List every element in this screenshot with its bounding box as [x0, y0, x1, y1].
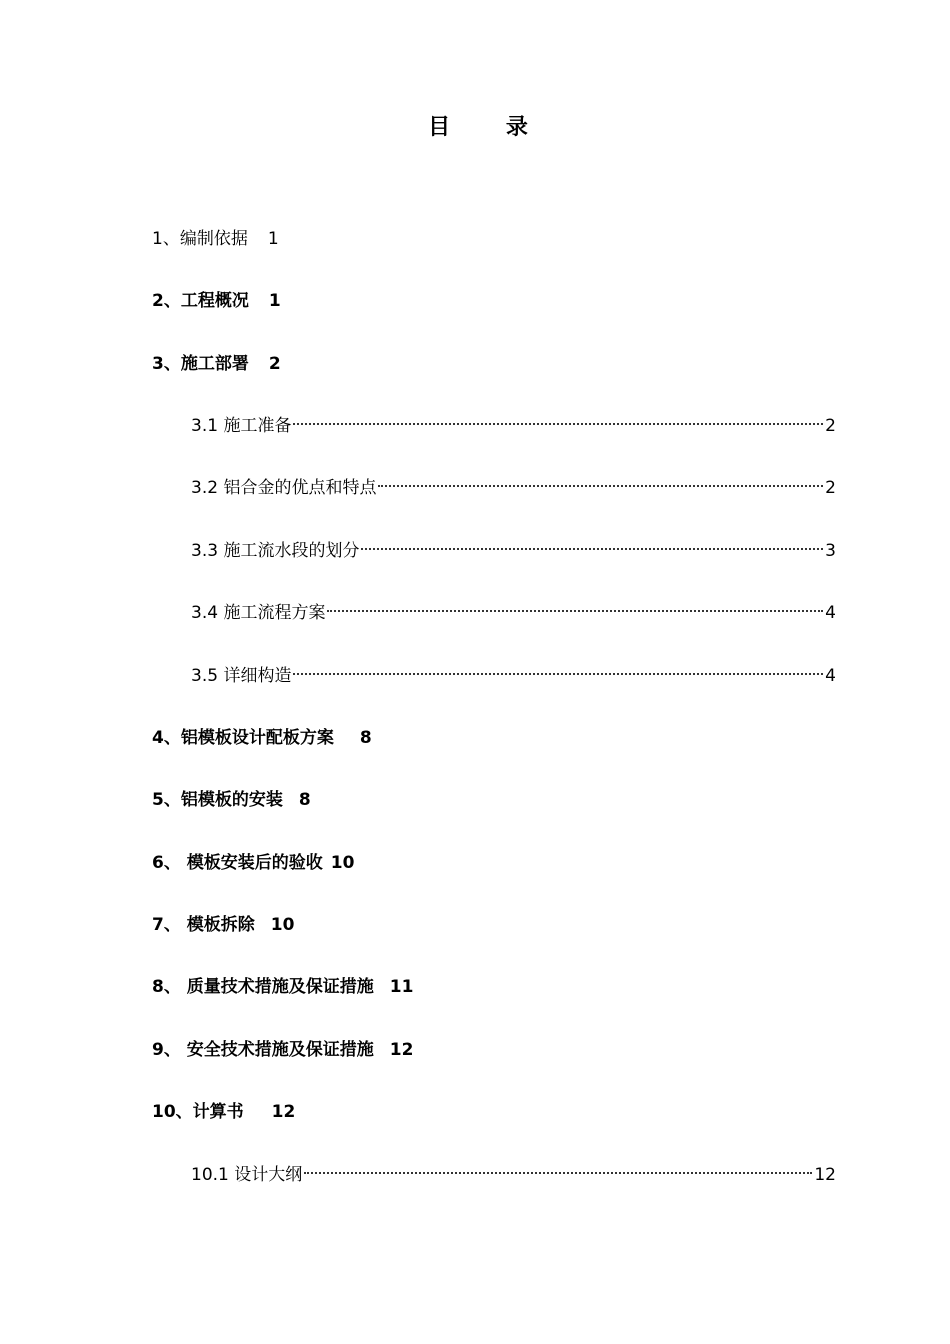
- toc-entry-2[interactable]: [152, 286, 281, 316]
- toc-entry-label: 3.3 施工流水段的划分: [191, 541, 360, 561]
- toc-entry-8[interactable]: [152, 972, 413, 1002]
- toc-entry-page: 10: [330, 853, 355, 873]
- dot-leader: [293, 423, 823, 425]
- toc-entry-label: 7、 模板拆除: [152, 915, 255, 935]
- toc-entry-label: 3.4 施工流程方案: [191, 603, 326, 623]
- toc-title: 目 录: [428, 115, 552, 140]
- dot-leader: [378, 485, 823, 487]
- toc-entry-page: 2: [825, 478, 836, 498]
- toc-entry-page: 2: [268, 354, 281, 374]
- toc-entry-page: 11: [389, 977, 414, 997]
- dot-leader: [361, 548, 823, 550]
- toc-entry-page: 4: [825, 666, 836, 686]
- toc-entry-4[interactable]: [152, 723, 372, 753]
- toc-entry-label: 3.5 详细构造: [191, 666, 292, 686]
- toc-entry-3-1[interactable]: [191, 411, 836, 441]
- toc-entry-label: 3.2 铝合金的优点和特点: [191, 478, 377, 498]
- toc-entry-label: 9、 安全技术措施及保证措施: [152, 1040, 374, 1060]
- toc-entry-page: 12: [814, 1165, 836, 1185]
- toc-entry-7[interactable]: [152, 910, 294, 940]
- dot-leader: [304, 1172, 812, 1174]
- toc-entry-3-4[interactable]: [191, 598, 836, 628]
- toc-entry-6[interactable]: [152, 848, 354, 878]
- toc-entry-page: 8: [298, 790, 311, 810]
- toc-entry-label: 4、铝模板设计配板方案: [152, 728, 334, 748]
- toc-entry-page: 3: [825, 541, 836, 561]
- toc-entry-page: 1: [267, 229, 279, 249]
- toc-entry-label: 3、施工部署: [152, 354, 249, 374]
- toc-entry-3-3[interactable]: [191, 536, 836, 566]
- toc-entry-page: 12: [271, 1102, 296, 1122]
- toc-entry-10[interactable]: [152, 1097, 295, 1127]
- toc-entry-label: 1、编制依据: [152, 229, 248, 249]
- toc-entry-1[interactable]: [152, 224, 279, 254]
- toc-entry-3-5[interactable]: [191, 661, 836, 691]
- toc-entry-5[interactable]: [152, 785, 311, 815]
- toc-entry-page: 12: [389, 1040, 414, 1060]
- toc-entry-3[interactable]: [152, 349, 281, 379]
- toc-entry-label: 2、工程概况: [152, 291, 249, 311]
- toc-entry-label: 6、 模板安装后的验收: [152, 853, 323, 873]
- toc-entry-label: 5、铝模板的安装: [152, 790, 283, 810]
- toc-entry-3-2[interactable]: [191, 473, 836, 503]
- toc-entry-9[interactable]: [152, 1035, 413, 1065]
- toc-entry-page: 4: [825, 603, 836, 623]
- toc-entry-label: 8、 质量技术措施及保证措施: [152, 977, 374, 997]
- dot-leader: [293, 673, 823, 675]
- toc-entry-label: 10.1 设计大纲: [191, 1165, 303, 1185]
- toc-entry-page: 2: [825, 416, 836, 436]
- toc-entry-page: 10: [270, 915, 295, 935]
- toc-entry-label: 3.1 施工准备: [191, 416, 292, 436]
- dot-leader: [327, 610, 823, 612]
- toc-entry-page: 8: [359, 728, 372, 748]
- toc-entry-10-1[interactable]: [191, 1160, 836, 1190]
- toc-entry-page: 1: [268, 291, 281, 311]
- toc-entry-label: 10、计算书: [152, 1102, 244, 1122]
